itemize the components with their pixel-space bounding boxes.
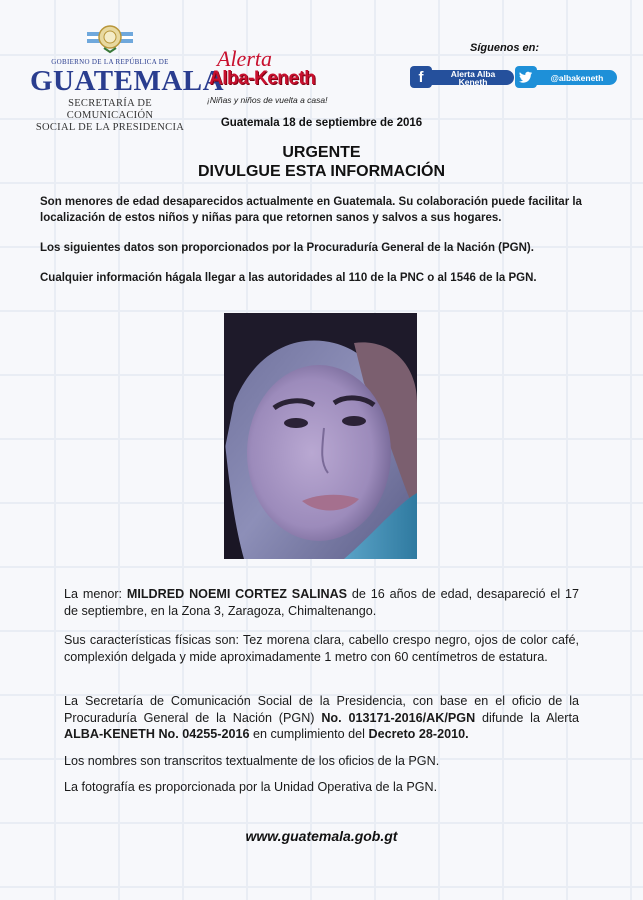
gov-secretariat-line2: SOCIAL DE LA PRESIDENCIA xyxy=(35,122,185,133)
website-link[interactable]: www.guatemala.gob.gt xyxy=(245,828,398,844)
alert-logo-name: Alba-Keneth xyxy=(209,68,316,89)
detail-suffix: de 16 años de edad, desapareció el 17 de septiembre, en la Zona 3, Zaragoza, Chimaltenango. xyxy=(64,587,580,618)
detail-prefix: La menor: xyxy=(64,587,127,601)
detail-paragraph-5: La fotografía es proporcionada por la Unidad Operativa de la PGN. xyxy=(64,780,438,794)
detail-paragraph-2: Sus características físicas son: Tez morena clara, cabello crespo negro, ojos de color café, complexión delgada y mide aproximadamente 1 metro con 60 centímetros de estatura. xyxy=(64,633,579,664)
urgent-title: URGENTE xyxy=(282,144,361,161)
twitter-label: @albakeneth xyxy=(529,70,617,85)
alba-keneth-logo xyxy=(205,48,340,112)
detail-p3-c: en cumplimiento del xyxy=(249,727,369,741)
missing-person-name: MILDRED NOEMI CORTEZ SALINAS xyxy=(126,587,348,601)
guatemala-coat-of-arms-icon xyxy=(87,22,133,56)
gov-country-name: GUATEMALA xyxy=(30,65,225,97)
intro-paragraph-2: Los siguientes datos son proporcionados por la Procuraduría General de la Nación (PGN). xyxy=(40,242,534,254)
facebook-label: Alerta Alba Keneth xyxy=(424,70,514,85)
alert-logo-word: Alerta xyxy=(217,46,272,71)
twitter-link[interactable] xyxy=(515,66,611,88)
gov-secretariat-line1: SECRETARÍA DE COMUNICACIÓN xyxy=(66,98,154,121)
detail-p3-b: difunde la Alerta xyxy=(475,710,580,725)
bulletin-date: Guatemala 18 de septiembre de 2016 xyxy=(220,117,423,129)
facebook-icon: f xyxy=(410,66,432,88)
divulge-title: DIVULGUE ESTA INFORMACIÓN xyxy=(197,163,446,180)
decree-number: Decreto 28-2010. xyxy=(368,727,469,741)
alert-number: ALBA-KENETH No. 04255-2016 xyxy=(64,727,250,741)
government-logo xyxy=(30,22,225,133)
alert-logo-tagline: ¡Niñas y niños de vuelta a casa! xyxy=(207,95,328,105)
detail-paragraph-4: Los nombres son transcritos textualmente de los oficios de la PGN. xyxy=(64,754,440,768)
twitter-bird-icon xyxy=(515,66,537,88)
missing-person-photo xyxy=(224,313,417,559)
facebook-link[interactable] xyxy=(410,66,506,88)
intro-paragraph-1: Son menores de edad desaparecidos actualmente en Guatemala. Su colaboración puede facilitar la localización de estos niños y niñas para que retornen sanos y salvos a sus hogares. xyxy=(40,196,582,224)
detail-paragraph-1 xyxy=(64,586,579,619)
detail-p3-a: La Secretaría de Comunicación Social de la Presidencia, con base en el oficio de la Procuraduría General de la Nación (PGN) xyxy=(64,694,579,725)
detail-paragraph-3 xyxy=(64,693,579,743)
follow-label: Síguenos en: xyxy=(470,42,540,54)
intro-paragraph-3: Cualquier información hágala llegar a las autoridades al 110 de la PNC o al 1546 de la PGN. xyxy=(40,272,537,284)
gov-small-text: GOBIERNO DE LA REPÚBLICA DE xyxy=(51,58,169,66)
oficio-number: No. 013171-2016/AK/PGN xyxy=(321,710,476,725)
